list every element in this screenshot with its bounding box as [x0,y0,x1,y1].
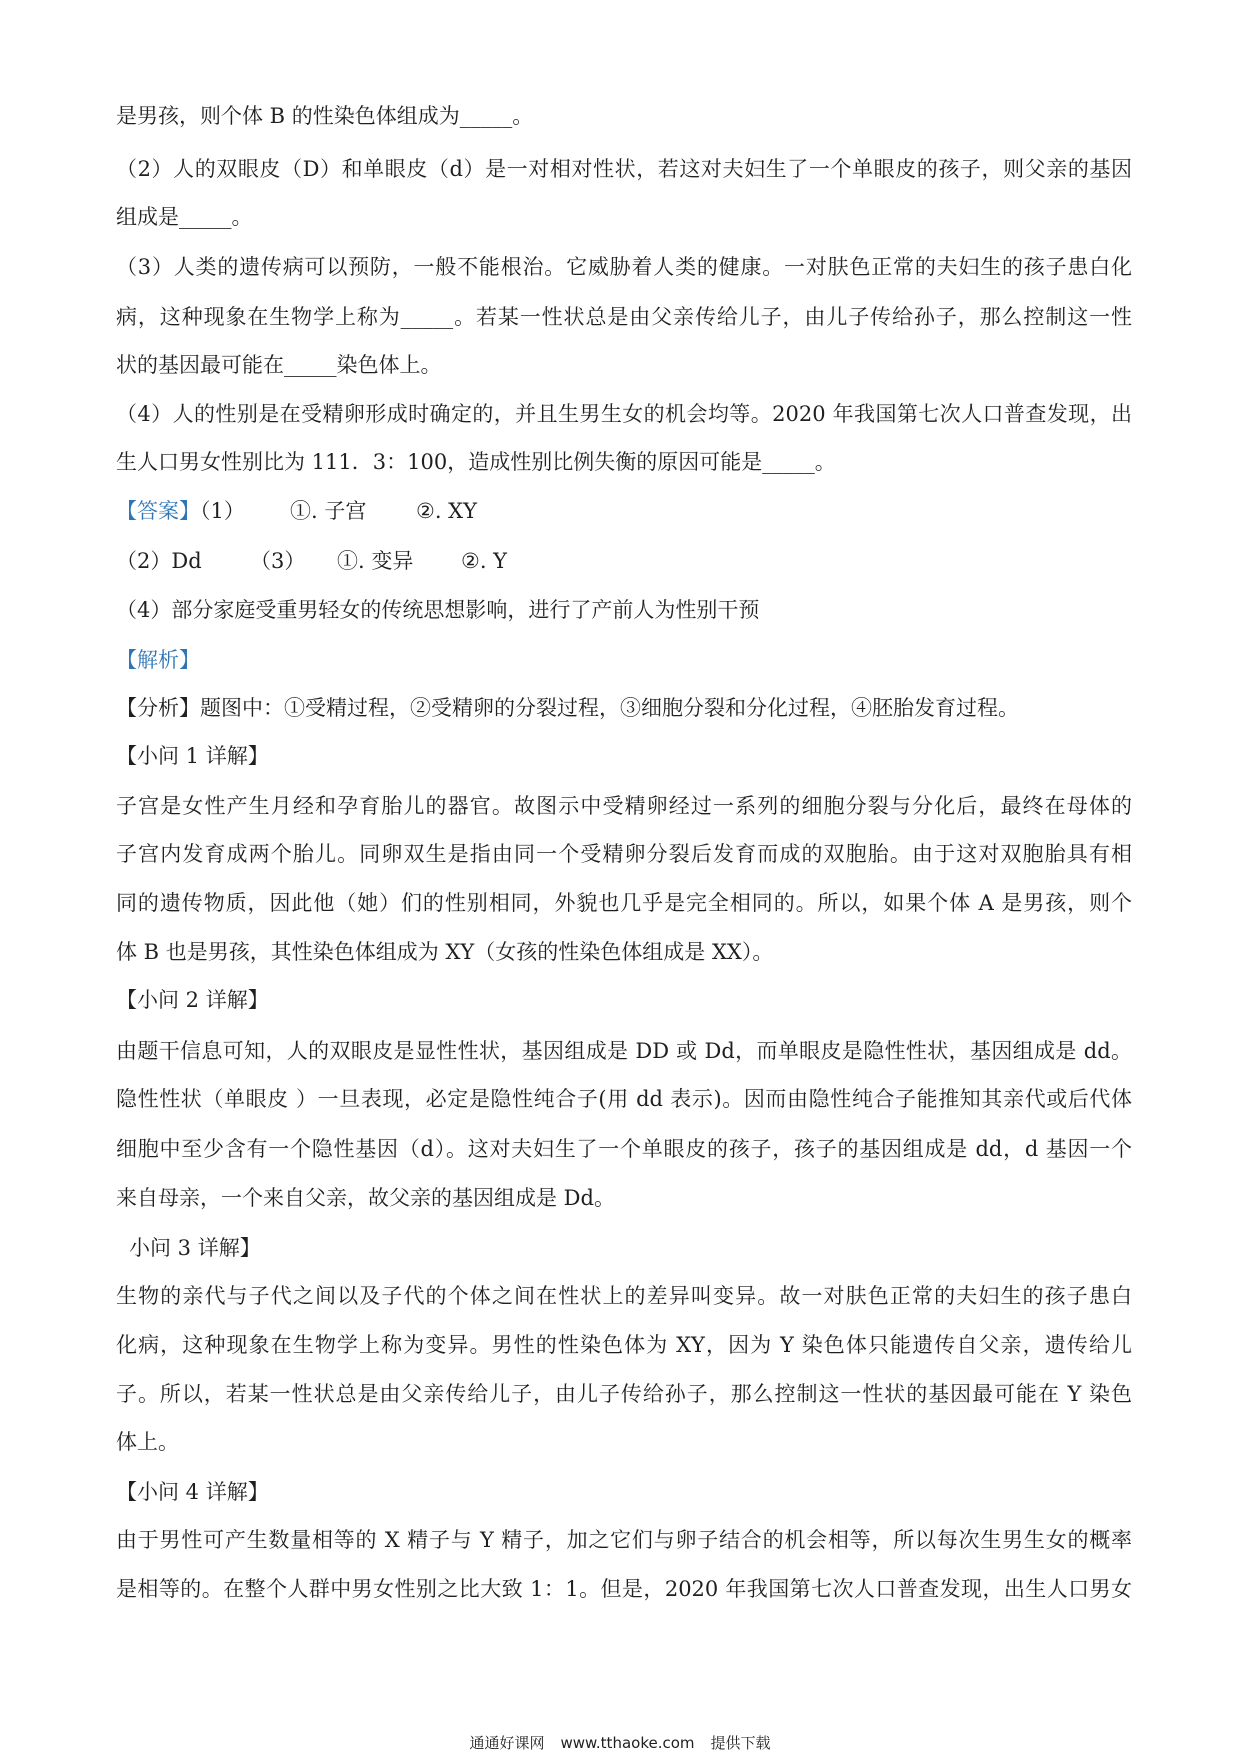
answer-q1-part-b: ②. XY [416,499,477,523]
section-line: 化病，这种现象在生物学上称为变异。男性的性染色体为 XY，因为 Y 染色体只能遗传自父亲，遗传给儿 [116,1333,1132,1357]
answer-heading [116,496,245,526]
answer-q2: （2）Dd [116,549,202,573]
page-footer [0,1735,1240,1752]
answer-label: 【答案】 [116,499,200,523]
section-line: 子宫内发育成两个胎儿。同卵双生是指由同一个受精卵分裂后发育而成的双胞胎。由于这对双胞胎具有相 [116,842,1132,866]
question-line: 组成是_____。 [116,205,253,229]
question-line: 病，这种现象在生物学上称为_____。若某一性状总是由父亲传给儿子，由儿子传给孙子，那么控制这一性 [116,305,1132,329]
analysis-summary: 【分析】题图中：①受精过程，②受精卵的分裂过程，③细胞分裂和分化过程，④胚胎发育过程。 [116,696,1019,720]
section-line: 子宫是女性产生月经和孕育胎儿的器官。故图示中受精卵经过一系列的细胞分裂与分化后，最终在母体的 [116,794,1132,818]
question-line: （3）人类的遗传病可以预防，一般不能根治。它威胁着人类的健康。一对肤色正常的夫妇生的孩子患白化 [116,255,1132,279]
footer-site-name: 通通好课网 [469,1734,545,1752]
answer-row-1 [0,496,1240,526]
section-line: 来自母亲，一个来自父亲，故父亲的基因组成是 Dd。 [116,1186,615,1210]
answer-q1-number: （1） [200,499,245,523]
section-line: 体 B 也是男孩，其性染色体组成为 XY（女孩的性染色体组成是 XX）。 [116,940,774,964]
question-line: 是男孩，则个体 B 的性染色体组成为_____。 [116,104,534,128]
answer-row-2 [0,546,1240,576]
answer-q3-part-b: ②. Y [461,549,508,573]
section-line: 同的遗传物质，因此他（她）们的性别相同，外貌也几乎是完全相同的。所以，如果个体 A 是男孩，则个 [116,891,1132,915]
section-line: 隐性性状（单眼皮 ）一旦表现，必定是隐性纯合子(用 dd 表示)。因而由隐性纯合子能推知其亲代或后代体 [116,1087,1132,1111]
section-line: 体上。 [116,1430,179,1454]
question-line: （2）人的双眼皮（D）和单眼皮（d）是一对相对性状，若这对夫妇生了一个单眼皮的孩子，则父亲的基因 [116,157,1132,181]
question-line: 状的基因最可能在_____染色体上。 [116,353,442,377]
section-heading: 【小问 1 详解】 [116,744,269,768]
section-line: 子。所以，若某一性状总是由父亲传给儿子，由儿子传给孙子，那么控制这一性状的基因最可能在 Y 染色 [116,1382,1132,1406]
question-line: （4）人的性别是在受精卵形成时确定的，并且生男生女的机会均等。2020 年我国第七次人口普查发现，出 [116,402,1132,426]
section-heading: 小问 3 详解】 [129,1236,261,1260]
answer-q3-part-a: ①. 变异 [337,549,414,573]
section-line: 生物的亲代与子代之间以及子代的个体之间在性状上的差异叫变异。故一对肤色正常的夫妇生的孩子患白 [116,1284,1132,1308]
footer-url: www.tthaoke.com [560,1734,695,1752]
answer-q1-part-a: ①. 子宫 [290,499,367,523]
section-line: 由题干信息可知，人的双眼皮是显性性状，基因组成是 DD 或 Dd，而单眼皮是隐性性状，基因组成是 dd。 [116,1039,1132,1063]
section-heading: 【小问 2 详解】 [116,988,269,1012]
answer-q3-number: （3） [250,549,306,573]
section-line: 由于男性可产生数量相等的 X 精子与 Y 精子，加之它们与卵子结合的机会相等，所以每次生男生女的概率 [116,1528,1132,1552]
section-heading: 【小问 4 详解】 [116,1480,269,1504]
section-line: 是相等的。在整个人群中男女性别之比大致 1：1。但是，2020 年我国第七次人口普查发现，出生人口男女 [116,1577,1132,1601]
analysis-label: 【解析】 [116,648,200,672]
question-line: 生人口男女性别比为 111．3：100，造成性别比例失衡的原因可能是_____。 [116,450,836,474]
footer-suffix: 提供下载 [710,1734,771,1752]
section-line: 细胞中至少含有一个隐性基因（d）。这对夫妇生了一个单眼皮的孩子，孩子的基因组成是 dd，d 基因一个 [116,1137,1132,1161]
answer-q4: （4）部分家庭受重男轻女的传统思想影响，进行了产前人为性别干预 [116,598,760,622]
